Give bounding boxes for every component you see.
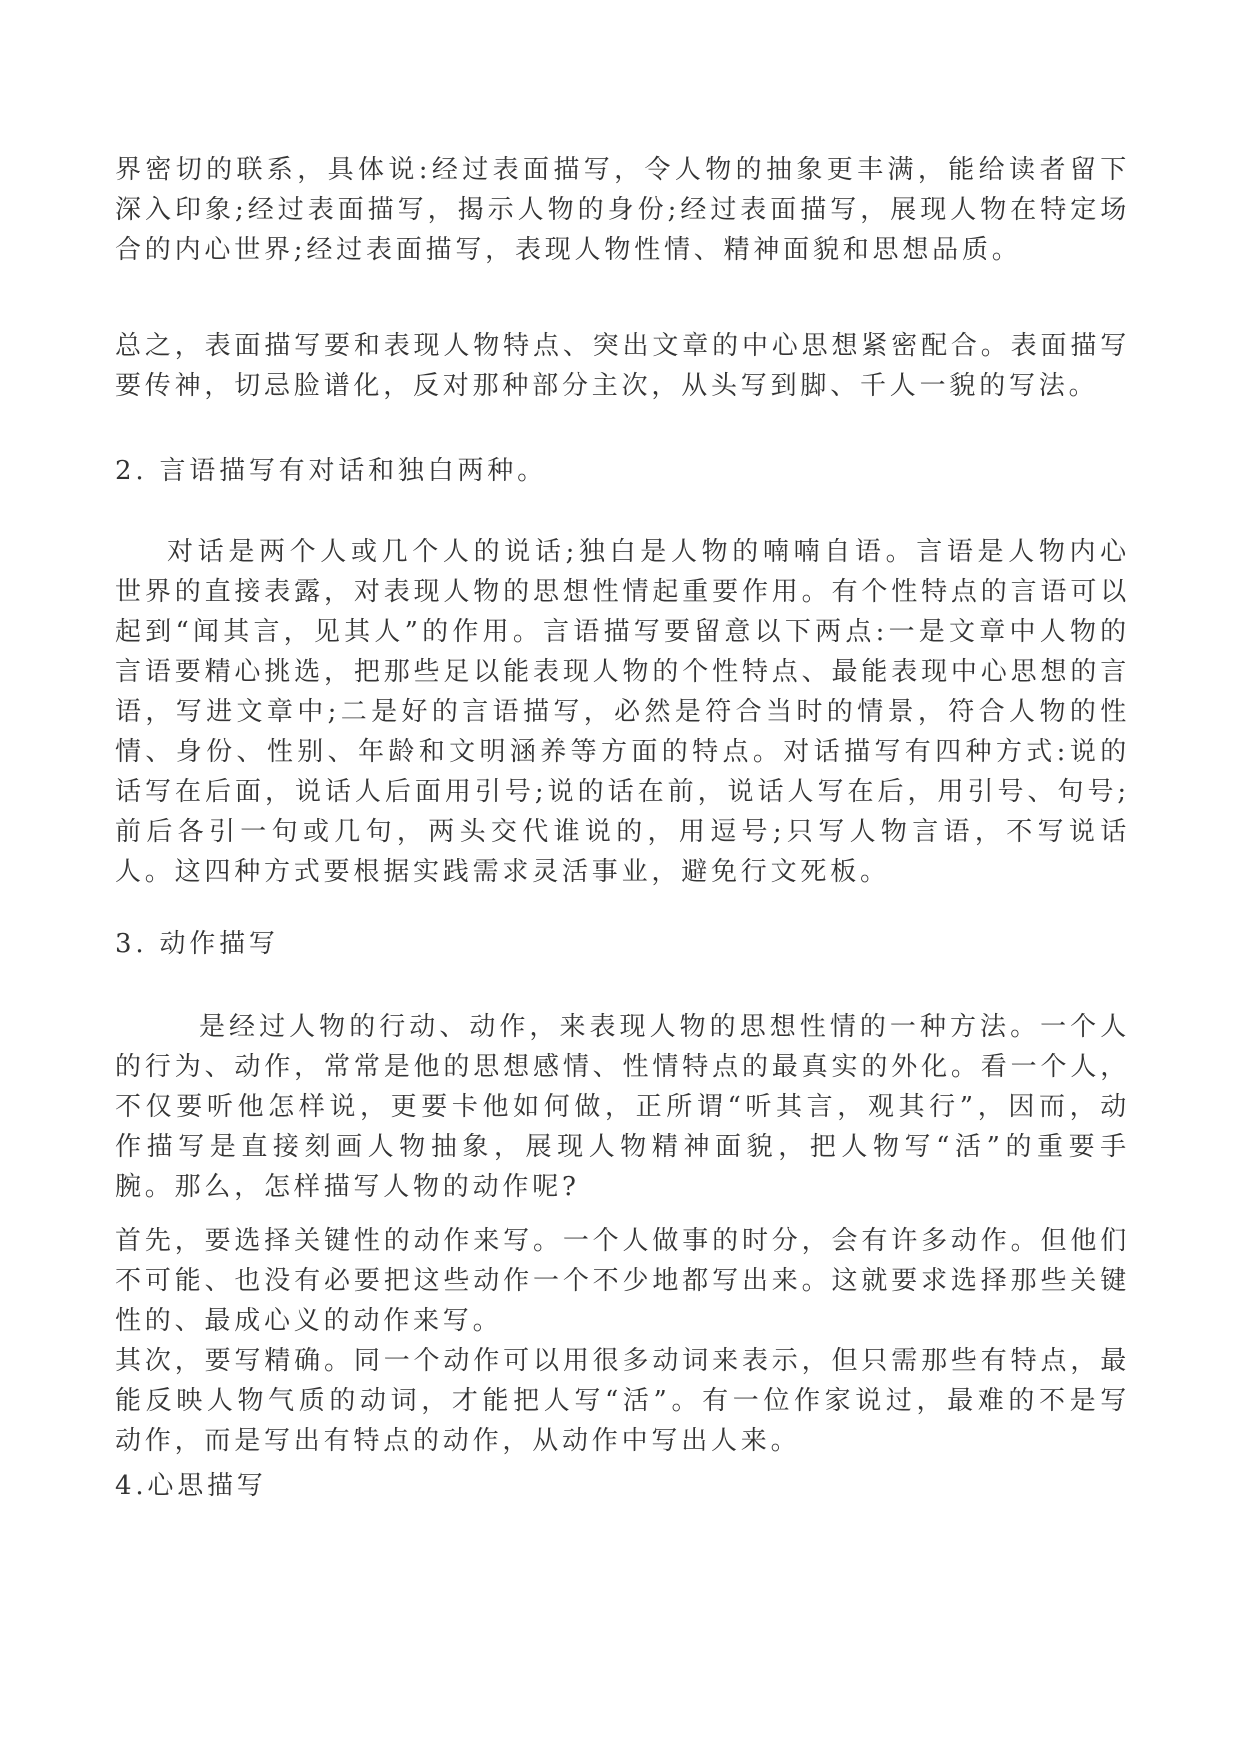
paragraph-action-description: 是经过人物的行动、动作，来表现人物的思想性情的一种方法。一个人的行为、动作，常常是他的思想感情、性情特点的最真实的外化。看一个人，不仅要听他怎样说，更要卡他如何做，正所谓“听其言，观其行”，因而，动作描写是直接刻画人物抽象，展现人物精神面貌，把人物写“活”的重要手腕。那么，怎样描写人物的动作呢? <box>115 1012 1130 1202</box>
section-heading-speech: 2. 言语描写有对话和独白两种。 <box>115 456 547 486</box>
section-heading-action: 3. 动作描写 <box>115 929 279 959</box>
paragraph-action-second: 其次，要写精确。同一个动作可以用很多动词来表示，但只需那些有特点，最能反映人物气质的动词，才能把人写“活”。有一位作家说过，最难的不是写动作，而是写出有特点的动作，从动作中写出人来。 <box>115 1346 1130 1456</box>
paragraph-appearance-purpose: 界密切的联系，具体说:经过表面描写，令人物的抽象更丰满，能给读者留下深入印象;经过表面描写，揭示人物的身份;经过表面描写，展现人物在特定场合的内心世界;经过表面描写，表现人物性情、精神面貌和思想品质。 <box>115 155 1130 265</box>
paragraph-action-first: 首先，要选择关键性的动作来写。一个人做事的时分，会有许多动作。但他们不可能、也没有必要把这些动作一个不少地都写出来。这就要求选择那些关键性的、最成心义的动作来写。 <box>115 1226 1130 1336</box>
paragraph-appearance-summary: 总之，表面描写要和表现人物特点、突出文章的中心思想紧密配合。表面描写要传神，切忌脸谱化，反对那种部分主次，从头写到脚、千人一貌的写法。 <box>115 331 1130 401</box>
section-heading-mind: 4.心思描写 <box>115 1471 267 1501</box>
paragraph-speech-description: 对话是两个人或几个人的说话;独白是人物的喃喃自语。言语是人物内心世界的直接表露，对表现人物的思想性情起重要作用。有个性特点的言语可以起到“闻其言，见其人”的作用。言语描写要留意以下两点:一是文章中人物的言语要精心挑选，把那些足以能表现人物的个性特点、最能表现中心思想的言语，写进文章中;二是好的言语描写，必然是符合当时的情景，符合人物的性情、身份、性别、年龄和文明涵养等方面的特点。对话描写有四种方式:说的话写在后面，说话人后面用引号;说的话在前，说话人写在后，用引号、句号;前后各引一句或几句，两头交代谁说的，用逗号;只写人物言语，不写说话人。这四种方式要根据实践需求灵活事业，避免行文死板。 <box>115 537 1130 887</box>
